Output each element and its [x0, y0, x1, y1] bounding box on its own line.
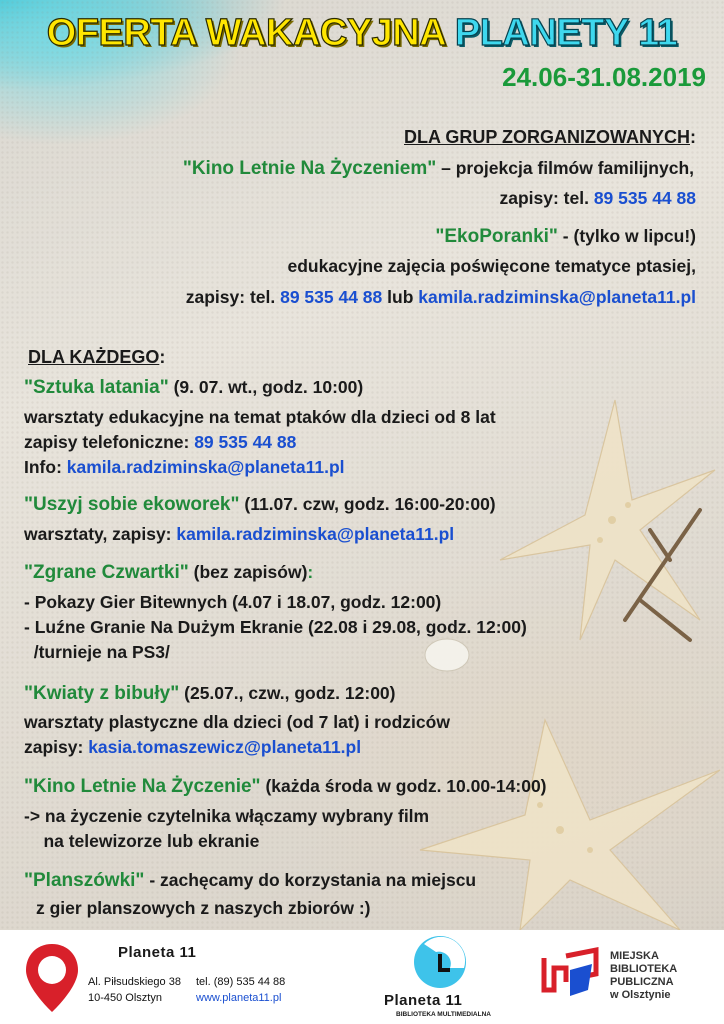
- seashell-icon: [425, 639, 469, 671]
- kino-desc-1: -> na życzenie czytelnika włączamy wybrany film: [24, 806, 430, 826]
- page-title: [0, 12, 724, 55]
- starfish-lower-icon: [420, 720, 720, 930]
- groups-kino-name: "Kino Letnie Na Życzeniem": [182, 158, 437, 179]
- footer-address-1: Al. Piłsudskiego 38: [88, 976, 181, 988]
- kino-desc-2: na telewizorze lub ekranie: [24, 831, 260, 851]
- zgrane-item-1: - Pokazy Gier Bitewnych (4.07 i 18.07, godz. 12:00): [24, 592, 442, 612]
- logo-subtitle: BIBLIOTEKA MULTIMEDIALNA: [396, 1011, 491, 1018]
- mbp-line-1: MIEJSKA: [610, 950, 659, 962]
- plansz-desc: z gier planszowych z naszych zbiorów :): [36, 898, 371, 918]
- footer: [0, 930, 724, 1024]
- groups-kino-line: "Kino Letnie Na Życzeniem" – projekcja filmów familijnych,: [182, 158, 694, 179]
- sztuka-desc: warsztaty edukacyjne na temat ptaków dla dzieci od 8 lat: [24, 407, 496, 427]
- uszyj-signup: warsztaty, zapisy: kamila.radziminska@planeta11.pl: [24, 524, 455, 544]
- everyone-heading: DLA KAŻDEGO:: [28, 347, 166, 367]
- kwiaty-title: "Kwiaty z bibuły" (25.07., czw., godz. 12:00): [24, 683, 396, 704]
- zgrane-item-3: /turnieje na PS3/: [24, 642, 170, 662]
- date-range: 24.06-31.08.2019: [502, 62, 706, 92]
- footer-web-link[interactable]: www.planeta11.pl: [196, 992, 282, 1004]
- kwiaty-signup: zapisy: kasia.tomaszewicz@planeta11.pl: [24, 737, 362, 757]
- title-part2: PLANETY 11: [454, 12, 678, 54]
- starfish-upper-icon: [500, 400, 715, 640]
- plansz-title: "Planszówki" - zachęcamy do korzystania na miejscu: [24, 870, 477, 891]
- uszyj-title: "Uszyj sobie ekoworek" (11.07. czw, godz. 16:00-20:00): [24, 494, 496, 515]
- location-pin-icon: [22, 942, 82, 1014]
- mbp-logo-icon: [540, 946, 602, 1004]
- sztuka-info: Info: kamila.radziminska@planeta11.pl: [24, 457, 345, 477]
- groups-kino-phone-link[interactable]: 89 535 44 88: [593, 188, 696, 208]
- zgrane-title: "Zgrane Czwartki" (bez zapisów):: [24, 562, 314, 583]
- sztuka-title: "Sztuka latania" (9. 07. wt., godz. 10:00): [24, 377, 364, 398]
- groups-eko-email-link[interactable]: kamila.radziminska@planeta11.pl: [418, 287, 696, 307]
- groups-eko-line: "EkoPoranki" - (tylko w lipcu!): [435, 226, 696, 247]
- kwiaty-desc: warsztaty plastyczne dla dzieci (od 7 lat) i rodziców: [24, 712, 450, 732]
- footer-phone[interactable]: tel. (89) 535 44 88: [196, 976, 286, 988]
- kino-title: "Kino Letnie Na Życzenie" (każda środa w godz. 10.00-14:00): [24, 776, 547, 797]
- footer-address-2: 10-450 Olsztyn: [88, 992, 162, 1004]
- footer-name: Planeta 11: [118, 944, 197, 961]
- planeta-logo-icon: [410, 934, 470, 990]
- groups-kino-signup: zapisy: tel. 89 535 44 88: [499, 188, 696, 208]
- groups-eko-signup: zapisy: tel. 89 535 44 88 lub kamila.radziminska@planeta11.pl: [185, 287, 696, 307]
- groups-eko-name: "EkoPoranki": [435, 226, 558, 247]
- sztuka-email-link[interactable]: kamila.radziminska@planeta11.pl: [66, 457, 345, 477]
- kwiaty-email-link[interactable]: kasia.tomaszewicz@planeta11.pl: [88, 737, 362, 757]
- sztuka-phone: zapisy telefoniczne: 89 535 44 88: [24, 432, 297, 452]
- uszyj-email-link[interactable]: kamila.radziminska@planeta11.pl: [176, 524, 455, 544]
- mbp-line-3: PUBLICZNA: [610, 976, 674, 988]
- groups-eko-desc: edukacyjne zajęcia poświęcone tematyce ptasiej,: [287, 256, 696, 276]
- sztuka-phone-link[interactable]: 89 535 44 88: [194, 432, 297, 452]
- logo-name: Planeta 11: [384, 992, 463, 1009]
- groups-heading: DLA GRUP ZORGANIZOWANYCH:: [404, 127, 696, 147]
- zgrane-item-2: - Luźne Granie Na Dużym Ekranie (22.08 i 29.08, godz. 12:00): [24, 617, 527, 637]
- mbp-line-2: BIBLIOTEKA: [610, 963, 678, 975]
- groups-eko-phone-link[interactable]: 89 535 44 88: [280, 287, 383, 307]
- title-part1: OFERTA WAKACYJNA: [46, 12, 445, 54]
- mbp-line-4: w Olsztynie: [610, 989, 671, 1001]
